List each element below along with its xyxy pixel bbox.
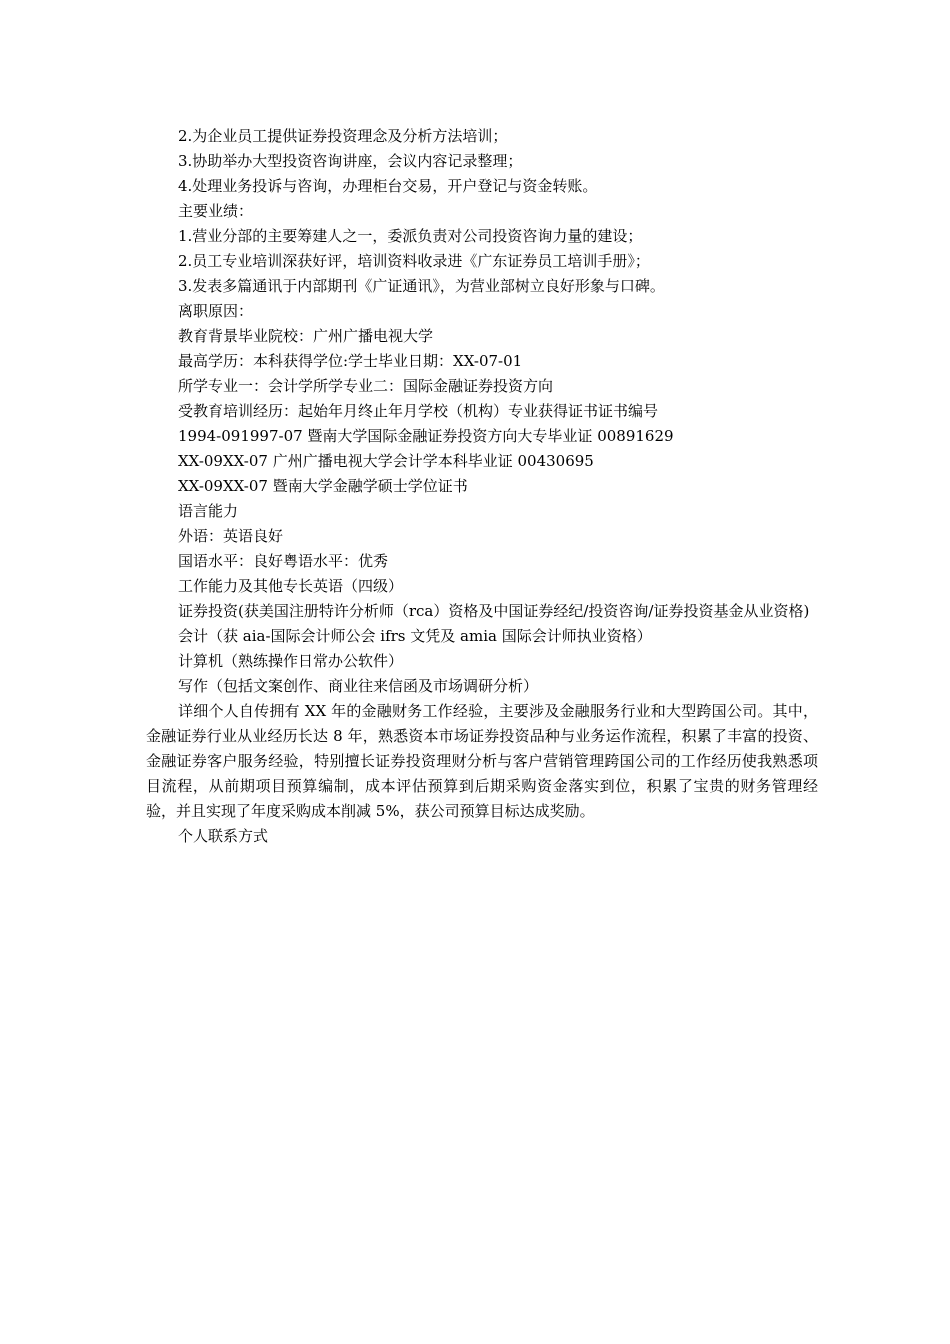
text-line: XX-09XX-07 暨南大学金融学硕士学位证书 [178, 477, 468, 495]
text-line: 3.协助举办大型投资咨询讲座，会议内容记录整理； [178, 152, 523, 170]
securities-paragraph: 证券投资(获美国注册特许分析师（rca）资格及中国证券经纪/投资咨询/证券投资基金从业资格) [178, 602, 810, 620]
text-line: 4.处理业务投诉与咨询，办理柜台交易，开户登记与资金转账。 [178, 177, 598, 195]
autobiography-paragraph: 详细个人自传拥有 XX 年的金融财务工作经验，主要涉及金融服务行业和大型跨国公司。其中，金融证券行业从业经历长达 8 年，熟悉资本市场证券投资品种与业务运作流程，积累了丰富的投资、金融证券客户服务经验，特别擅长证券投资理财分析与客户营销管理跨国公司的工作经历使我熟悉项目流程，从前期项目预算编制，成本评估预算到后期采购资金落实到位，积累了宝贵的财务管理经验，并且实现了年度采购成本削减 5%，获公司预算目标达成奖励。 [146, 702, 818, 820]
section-heading: 个人联系方式 [178, 827, 269, 845]
section-heading: 主要业绩： [178, 202, 254, 220]
text-line: 最高学历：本科获得学位:学士毕业日期：XX-07-01 [178, 352, 523, 370]
text-line: 工作能力及其他专长英语（四级） [178, 577, 404, 595]
document-body [146, 124, 818, 849]
text-line: 写作（包括文案创作、商业往来信函及市场调研分析） [178, 677, 539, 695]
section-heading: 离职原因： [178, 302, 254, 320]
text-line: 国语水平：良好粤语水平：优秀 [178, 552, 389, 570]
section-heading: 语言能力 [178, 502, 239, 520]
text-line: 1.营业分部的主要筹建人之一，委派负责对公司投资咨询力量的建设； [178, 227, 643, 245]
text-line: XX-09XX-07 广州广播电视大学会计学本科毕业证 00430695 [178, 452, 594, 470]
text-line: 2.员工专业培训深获好评，培训资料收录进《广东证券员工培训手册》； [178, 252, 650, 270]
text-line: 教育背景毕业院校：广州广播电视大学 [178, 327, 434, 345]
text-line: 会计（获 aia-国际会计师公会 ifrs 文凭及 amia 国际会计师执业资格） [178, 627, 652, 645]
text-line: 外语：英语良好 [178, 527, 284, 545]
text-line: 所学专业一：会计学所学专业二：国际金融证券投资方向 [178, 377, 554, 395]
text-line: 3.发表多篇通讯于内部期刊《广证通讯》，为营业部树立良好形象与口碑。 [178, 277, 665, 295]
text-line: 计算机（熟练操作日常办公软件） [178, 652, 404, 670]
text-line: 受教育培训经历：起始年月终止年月学校（机构）专业获得证书证书编号 [178, 402, 659, 420]
text-line: 1994-091997-07 暨南大学国际金融证券投资方向大专毕业证 00891629 [178, 427, 674, 445]
text-line: 2.为企业员工提供证券投资理念及分析方法培训； [178, 127, 508, 145]
